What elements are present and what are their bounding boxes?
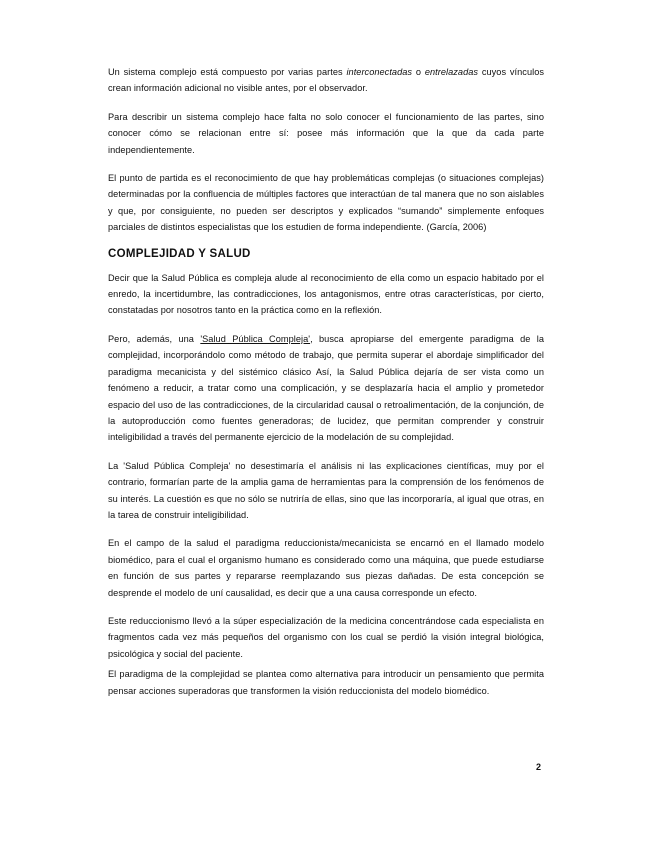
paragraph-salud-publica-compleja: Decir que la Salud Pública es compleja alude al reconocimiento de ella como un espacio habitado por el enredo, la incertidumbre, las contradicciones, los antagonismos, entre otras características, por cierto, constatadas por nosotros tanto en la práctica como en la reflexión. [108,272,544,316]
paragraph-sistema-complejo [108,64,544,97]
text-run: Un sistema complejo está compuesto por varias partes [108,67,347,77]
paragraph-describir: Para describir un sistema complejo hace falta no solo conocer el funcionamiento de las partes, sino conocer cómo se relacionan entre sí: posee más información que la que da cada parte independientemente. [108,111,544,155]
paragraph-paradigma-complejidad: El paradigma de la complejidad se plantea como alternativa para introducir un pensamiento que permita pensar acciones superadoras que transformen la visión reduccionista del modelo biomédico. [108,669,544,696]
emphasis-interconectadas: interconectadas [346,67,413,77]
paragraph-campo-salud: En el campo de la salud el paradigma reduccionista/mecanicista se encarnó en el llamado modelo biomédico, para el cual el organismo humano es considerado como una máquina, que puede estudiarse en función de sus partes y repararse reemplazando sus piezas dañadas. De esta concepción se desprende el modelo de uní causalidad, es decir que a una causa corresponde un efecto. [108,538,544,598]
text-run: , busca apropiarse del emergente paradigma de la complejidad, incorporándolo como método de trabajo, que permita superar el abordaje simplificador del paradigma mecanicista y del sistémico clásico Así, la Salud Pública dejaría de ser vista como un fenómeno a reducir, a tratar como una complicación, y se desplazaría hacia el amplio y prometedor espacio del uso de las contradicciones, de la circularidad causal o retroalimentación, de la conjunción, de la autoproducción como fuentes generadoras; de lucidez, que permitan comprender y construir inteligibilidad a través del permanente ejercicio de la modelación de su complejidad. [108,333,544,443]
salud-publica-compleja-link[interactable]: 'Salud Pública Compleja' [200,333,311,344]
section-heading: COMPLEJIDAD Y SALUD [108,247,251,260]
emphasis-entrelazadas: entrelazadas [424,67,479,77]
text-run: o [412,67,425,77]
text-run: cuyos vínculos crean información adicional no visible antes, por el observador. [108,67,544,94]
text-run: Pero, además, una [108,333,201,344]
paragraph-no-desestimaria: La 'Salud Pública Compleja' no desestimaría el análisis ni las explicaciones científicas, muy por el contrario, formarían parte de la amplia gama de herramientas para la comprensión de los fenómenos de su interés. La cuestión es que no sólo se nutriría de ellas, sino que las incorporaría, al igual que otras, en la tarea de construir inteligibilidad. [108,460,544,520]
paragraph-punto-partida: El punto de partida es el reconocimiento de que hay problemáticas complejas (o situaciones complejas) determinadas por la confluencia de múltiples factores que interactúan de tal manera que no son aislables y que, por consiguiente, no pueden ser descriptos y explicados “sumando” simplemente enfoques parciales de distintos especialistas que los estudien de forma independiente. (García, 2006) [108,173,544,233]
page-number: 2 [536,762,542,772]
paragraph-pero-ademas [108,331,544,446]
document-body [108,64,544,711]
paragraph-reduccionismo: Este reduccionismo llevó a la súper especialización de la medicina concentrándose cada especialista en fragmentos cada vez más pequeños del organismo con los cual se perdió la visión integral biológica, psicológica y social del paciente. [108,615,544,659]
